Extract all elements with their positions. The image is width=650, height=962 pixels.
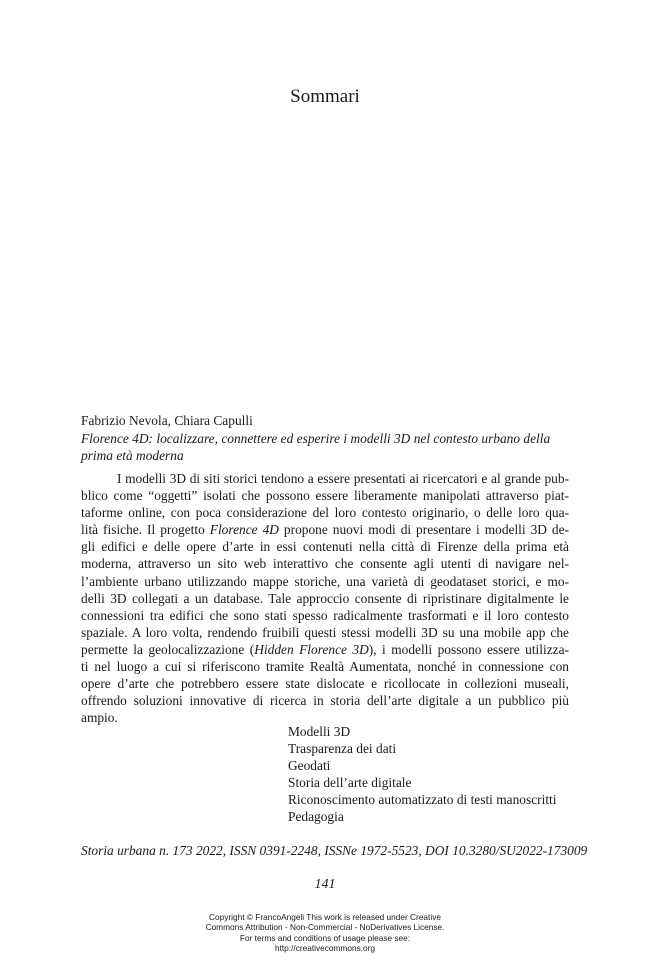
keywords-list bbox=[288, 723, 557, 825]
keyword: Pedagogia bbox=[288, 809, 344, 824]
keyword: Modelli 3D bbox=[288, 724, 351, 739]
article-authors: Fabrizio Nevola, Chiara Capulli bbox=[81, 413, 253, 428]
abstract-line: gli edifici e delle opere d’arte in essi contenuti nella città di Firenze della prima età bbox=[81, 539, 569, 555]
abstract-line: ampio. bbox=[81, 710, 118, 726]
abstract-line: I modelli 3D di siti storici tendono a essere presentati ai ricercatori e al grande pub- bbox=[117, 471, 569, 486]
abstract-line: l’ambiente urbano utilizzando mappe storiche, una varietà di geodataset storici, e mo- bbox=[81, 573, 569, 589]
copyright-line: For terms and conditions of usage please see: bbox=[239, 932, 411, 943]
copyright-link[interactable]: http://creativecommons.org bbox=[274, 943, 376, 954]
abstract-line: permette la geolocalizzazione (Hidden Florence 3D), i modelli possono essere utilizza- bbox=[81, 641, 569, 657]
abstract-line: moderna, attraverso un sito web interattivo che consente agli utenti di navigare nel- bbox=[81, 556, 569, 572]
copyright-notice bbox=[0, 912, 650, 954]
abstract-line: ti nel luogo a cui si riferiscono tramite Realtà Aumentata, nonché in connessione con bbox=[81, 659, 569, 675]
abstract-line: connessioni tra edifici che sono stati spesso radicalmente trasformati e il loro contesto bbox=[81, 607, 569, 623]
app-name-hidden-florence-3d: Hidden Florence 3D bbox=[254, 641, 369, 657]
keyword: Storia dell’arte digitale bbox=[288, 775, 412, 790]
journal-reference: Storia urbana n. 173 2022, ISSN 0391-2248, ISSNe 1972-5523, DOI 10.3280/SU2022-173009 bbox=[81, 843, 588, 858]
keyword: Trasparenza dei dati bbox=[288, 741, 397, 756]
copyright-line: Copyright © FrancoAngeli This work is released under Creative bbox=[209, 912, 441, 922]
abstract-line: blico come “oggetti” isolati che possono essere liberamente manipolati attraverso piat- bbox=[81, 488, 569, 504]
article-title: Florence 4D: localizzare, connettere ed esperire i modelli 3D nel contesto urbano della prima età moderna bbox=[81, 431, 551, 463]
abstract-line: offrendo soluzioni innovative di ricerca in storia dell’arte digitale a un pubblico più bbox=[81, 693, 569, 709]
abstract bbox=[81, 470, 569, 726]
abstract-line: taforme online, con poca considerazione del loro contesto originario, o delle loro qua- bbox=[81, 505, 569, 521]
copyright-line: Commons Attribution - Non-Commercial - NoDerivatives License. bbox=[205, 922, 445, 933]
keyword: Geodati bbox=[288, 758, 331, 773]
page-number: 141 bbox=[314, 877, 336, 892]
keyword: Riconoscimento automatizzato di testi manoscritti bbox=[288, 792, 557, 807]
project-name-florence-4d: Florence 4D bbox=[209, 522, 279, 538]
page-title: Sommari bbox=[290, 86, 360, 107]
abstract-line: opere d’arte che potrebbero essere state dislocate e ricollocate in collezioni museali, bbox=[81, 676, 569, 692]
abstract-line: spaziale. A loro volta, rendendo fruibili questi stessi modelli 3D su una mobile app che bbox=[81, 624, 569, 640]
abstract-line: lità fisiche. Il progetto Florence 4D propone nuovi modi di presentare i modelli 3D de- bbox=[81, 522, 569, 538]
abstract-line: delli 3D collegati a un database. Tale approccio consente di ripristinare digitalmente le bbox=[81, 590, 569, 606]
